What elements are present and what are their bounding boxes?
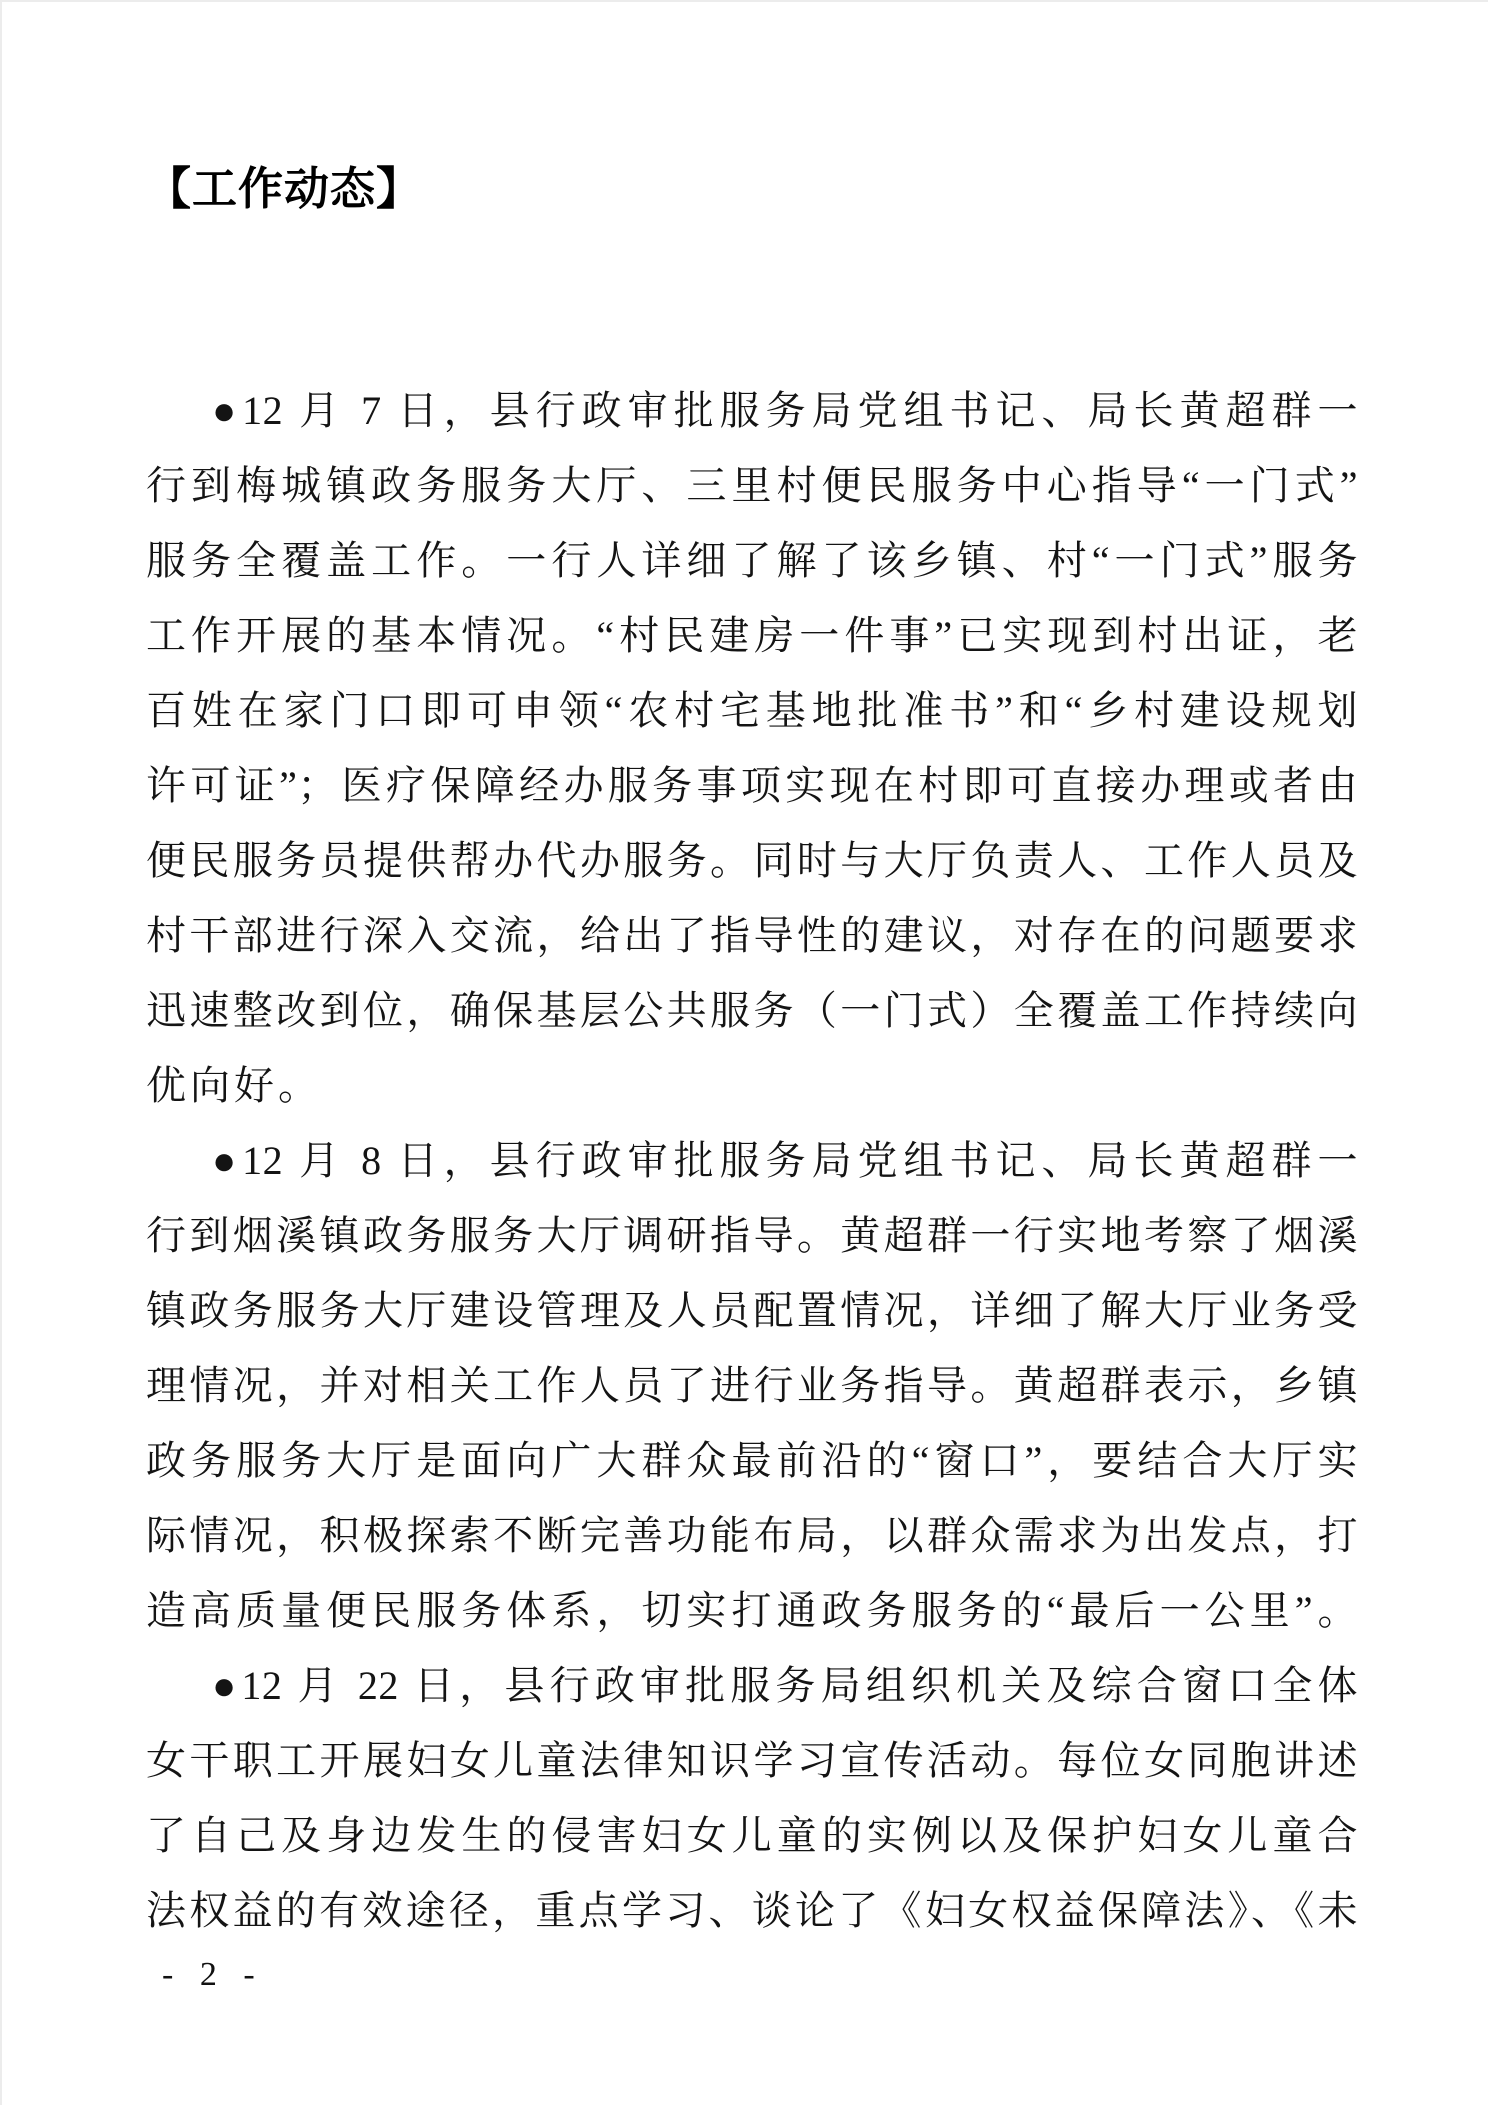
section-heading: 【工作动态】 (146, 163, 423, 214)
text-line: 际情况，积极探索不断完善功能布局，以群众需求为出发点，打 (146, 1513, 1358, 1558)
text-line: 造高质量便民服务体系，切实打通政务服务的“最后一公里”。 (146, 1588, 1358, 1633)
text-line: 行到烟溪镇政务服务大厅调研指导。黄超群一行实地考察了烟溪 (146, 1213, 1358, 1258)
text-line: 许可证”；医疗保障经办服务事项实现在村即可直接办理或者由 (146, 763, 1358, 808)
text-line: 百姓在家门口即可申领“农村宅基地批准书”和“乡村建设规划 (146, 688, 1358, 733)
text-line: 理情况，并对相关工作人员了进行业务指导。黄超群表示，乡镇 (146, 1363, 1358, 1408)
text-line: 镇政务服务大厅建设管理及人员配置情况，详细了解大厅业务受 (146, 1288, 1358, 1333)
page-number: - 2 - (162, 1956, 257, 1993)
text-line: ●12 月 8 日，县行政审批服务局党组书记、局长黄超群一 (212, 1138, 1358, 1183)
text-line: 法权益的有效途径，重点学习、谈论了《妇女权益保障法》、《未 (146, 1888, 1358, 1933)
text-line: 服务全覆盖工作。一行人详细了解了该乡镇、村“一门式”服务 (146, 538, 1358, 583)
text-line: 了自己及身边发生的侵害妇女儿童的实例以及保护妇女儿童合 (146, 1813, 1358, 1858)
text-line: ●12 月 7 日，县行政审批服务局党组书记、局长黄超群一 (212, 388, 1358, 433)
text-line: 女干职工开展妇女儿童法律知识学习宣传活动。每位女同胞讲述 (146, 1738, 1358, 1783)
news-paragraph (146, 1648, 1358, 1948)
news-paragraph (146, 373, 1358, 1123)
document-body (146, 373, 1358, 1948)
text-line: 行到梅城镇政务服务大厅、三里村便民服务中心指导“一门式” (146, 463, 1358, 508)
text-line: 村干部进行深入交流，给出了指导性的建议，对存在的问题要求 (146, 913, 1358, 958)
text-line: 工作开展的基本情况。“村民建房一件事”已实现到村出证，老 (146, 613, 1358, 658)
text-line: ●12 月 22 日，县行政审批服务局组织机关及综合窗口全体 (212, 1663, 1358, 1708)
text-line: 迅速整改到位，确保基层公共服务（一门式）全覆盖工作持续向 (146, 988, 1358, 1033)
text-line: 优向好。 (146, 1063, 322, 1108)
news-paragraph (146, 1123, 1358, 1648)
text-line: 便民服务员提供帮办代办服务。同时与大厅负责人、工作人员及 (146, 838, 1358, 883)
text-line: 政务服务大厅是面向广大群众最前沿的“窗口”，要结合大厅实 (146, 1438, 1358, 1483)
